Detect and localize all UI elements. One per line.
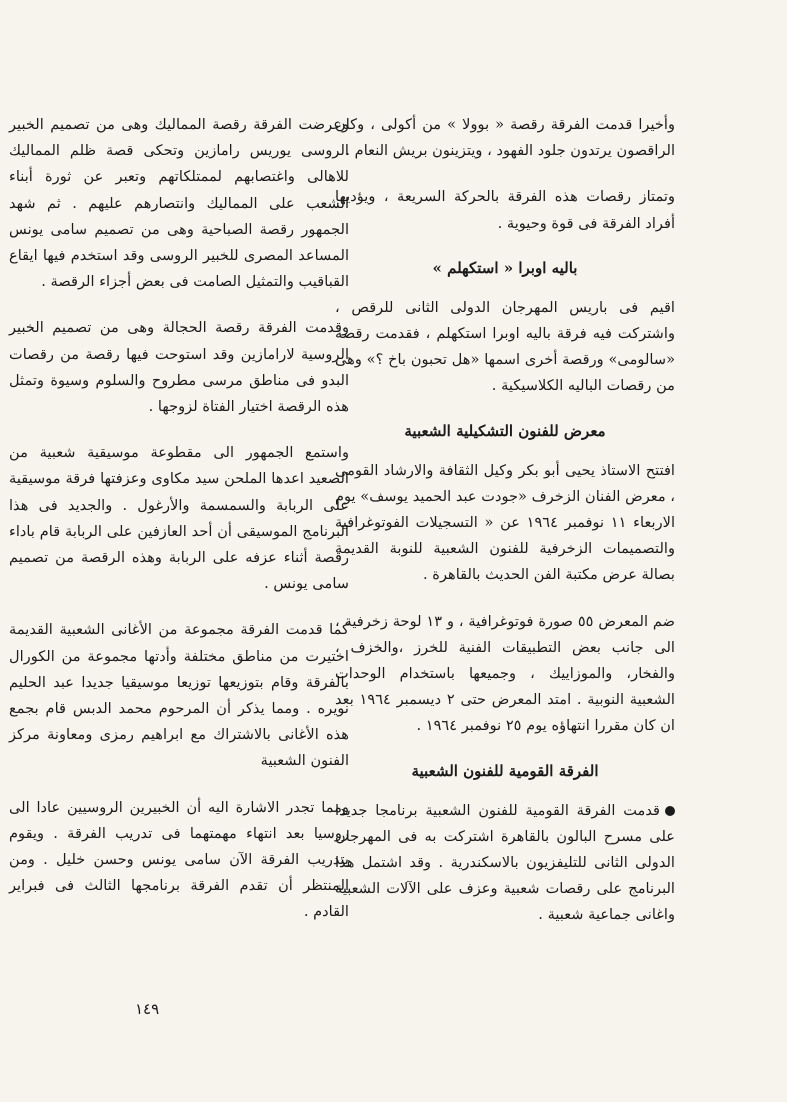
paragraph-russian-experts: ومما تجدر الاشارة اليه أن الخبيرين الروسيين عادا الى روسيا بعد انتهاء مهمتهما فى تدريب الفرقة . ويقوم بتدريب الفرقة الآن سامى يونس وحسن خليل . ومن المنتظر أن تقدم الفرقة برنامجها الثالث فى فبراير القادم . — [9, 798, 349, 921]
paragraph-hagala-dance: وقدمت الفرقة رقصة الحجالة وهى من تصميم الخبير الروسية لارامازين وقد استوحت فيها رقصة من رقصات البدو فى مناطق مرسى مطروح والسلوم وسيوة وتمثل هذه الرقصة اختيار الفتاة لزوجها . — [9, 319, 349, 416]
paragraph-national-troupe-text: قدمت الفرقة القومية للفنون الشعبية برنامجا جديدا على مسرح البالون بالقاهرة اشتركت به فى المهرجان الدولى الثانى للتليفزيون بالاسكندرية . وقد اشتمل هذا البرنامج على رقصات شعبية وعزف على الآلات الشعبية واغانى جماعية شعبية . — [335, 801, 675, 924]
paragraph-national-troupe-program — [335, 798, 675, 929]
page-number: ١٤٩ — [135, 1000, 160, 1018]
paragraph-paris-festival: اقيم فى باريس المهرجان الدولى الثانى للرقص ، واشتركت فيه فرقة باليه اوبرا استكهلم ، فقدمت رقصة «سالومى» ورقصة أخرى اسمها «هل تحبون باخ ؟» وهى من رقصات الباليه الكلاسيكية . — [335, 298, 675, 395]
paragraph-bwola-dance: وأخيرا قدمت الفرقة رقصة « بوولا » من أكولى ، وكان الراقصون يرتدون جلود الفهود ، ويتزينون بريش النعام . — [335, 116, 675, 160]
paragraph-exhibition-contents: ضم المعرض ٥٥ صورة فوتوغرافية ، و ١٣ لوحة زخرفية ، الى جانب بعض التطبيقات الفنية للخرز ،والخزف ، والفخار، والموزاييك ، وجميعها باستخدام الوحدات الشعبية النوبية . امتد المعرض حتى ٢ ديسمبر ١٩٦٤ بعد ان كان مقررا انتهاؤه يوم ٢٥ نوفمبر ١٩٦٤ . — [335, 612, 675, 735]
right-column — [335, 112, 675, 949]
heading-folk-art-exhibition: معرض للفنون التشكيلية الشعبية — [404, 421, 606, 440]
heading-stockholm-ballet: باليه اوبرا « استكهلم » — [432, 258, 578, 277]
bullet-icon — [665, 806, 675, 816]
paragraph-exhibition-opening: افتتح الاستاذ يحيى أبو بكر وكيل الثقافة والارشاد القومى ، معرض الفنان الزخرف «جودت عبد الحميد يوسف» يوم الاربعاء ١١ نوفمبر ١٩٦٤ عن « التسجيلات الفوتوغرافية والتصميمات الزخرفية للفنون الشعبية للنوبة القديمة بصالة عرض مكتبة الفن الحديث بالقاهرة . — [334, 461, 675, 584]
heading-national-troupe: الفرقة القومية للفنون الشعبية — [411, 761, 599, 780]
paragraph-mamluk-dance: وعرضت الفرقة رقصة المماليك وهى من تصميم الخبير الروسى يوريس رامازين وتحكى قصة ظلم المماليك للاهالى واغتصابهم لممتلكاتهم وتعبر عن ثورة أبناء الشعب على المماليك وانتصارهم عليهم . ثم شهد الجمهور رقصة الصباحية وهى من تصميم سامى يونس المساعد المصرى للخبير الروسى وقد استخدم فيها ايقاع القباقيب والتمثيل الصامت فى بعض أجزاء الرقصة . — [9, 116, 349, 291]
left-column — [9, 112, 349, 946]
paragraph-troupe-speed: وتمتاز رقصات هذه الفرقة بالحركة السريعة ، ويؤديها أفراد الفرقة فى قوة وحيوية . — [335, 188, 675, 232]
paragraph-old-folk-songs: كما قدمت الفرقة مجموعة من الأغانى الشعبية القديمة اختيرت من مناطق مختلفة وأدتها مجموعة من الكورال بالفرقة وقام بتوزيعها توزيعا موسيقيا جديدا عبد الحليم نويره . ومما يذكر أن المرحوم محمد الدبس قام بجمع هذه الأغانى بالاشتراك مع ابراهيم رمزى ومعاونة مركز الفنون الشعبية — [9, 621, 349, 770]
paragraph-saidi-music: واستمع الجمهور الى مقطوعة موسيقية شعبية من الصعيد اعدها الملحن سيد مكاوى وعزفتها فرقة موسيقية على الربابة والسمسمة والأرغول . والجديد فى هذا البرنامج الموسيقى أن أحد العازفين على الربابة قام باداء رقصة أثناء عزفه على الربابة وهذه الرقصة من تصميم سامى يونس . — [9, 444, 349, 593]
